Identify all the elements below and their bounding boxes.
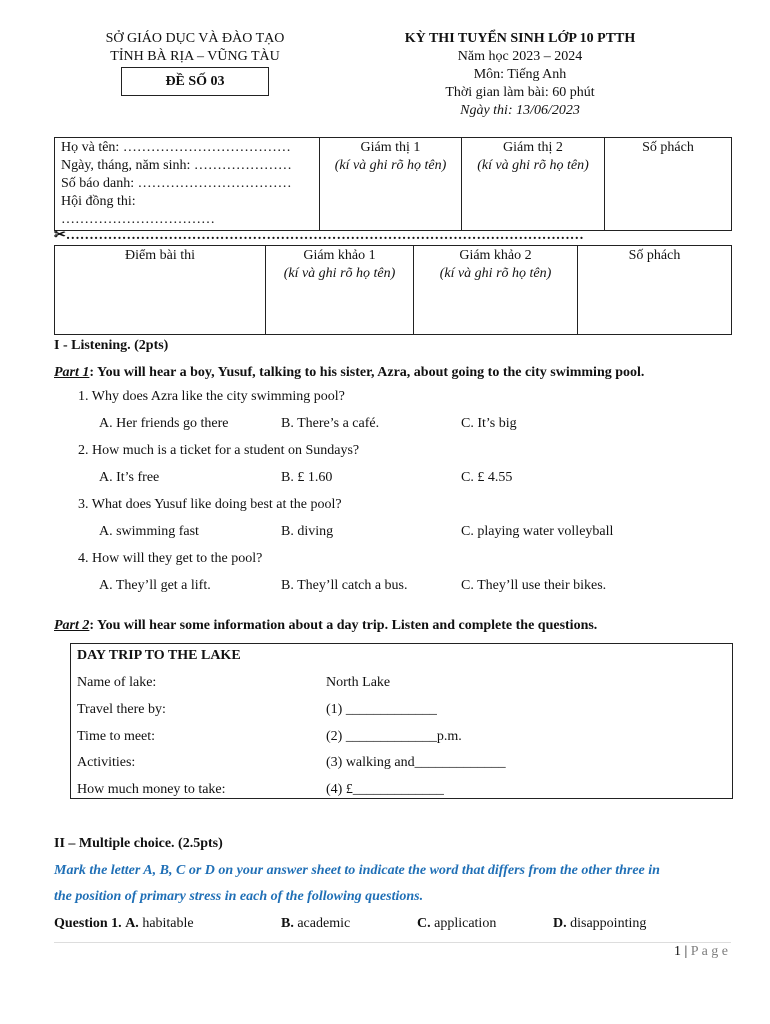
exam-header bbox=[360, 30, 680, 120]
registration-number-field: Số báo danh: …………………………… bbox=[61, 176, 292, 191]
page-word: P a g e bbox=[690, 944, 728, 959]
trip-row-lake-label: Name of lake: bbox=[77, 675, 157, 690]
question-4-text: 4. How will they get to the pool? bbox=[78, 551, 263, 566]
score-cell bbox=[55, 246, 266, 335]
trip-row-lake-value: North Lake bbox=[326, 675, 391, 690]
question1-stem bbox=[54, 914, 194, 934]
candidate-name-field: Họ và tên: ……………………………… bbox=[61, 140, 291, 155]
question1-option-c: application bbox=[434, 916, 497, 931]
stress-instruction-line2: the position of primary stress in each of the following questions. bbox=[54, 889, 424, 904]
q1-option-b: B. There’s a café. bbox=[281, 416, 380, 431]
q3-option-c: C. playing water volleyball bbox=[461, 524, 614, 539]
candidate-info-table bbox=[54, 137, 732, 231]
exam-title: KỲ THI TUYỂN SINH LỚP 10 PTTH bbox=[404, 31, 636, 46]
proctor2-title: Giám thị 2 bbox=[503, 140, 563, 155]
trip-row-time-label: Time to meet: bbox=[77, 729, 156, 744]
section-listening-title: I - Listening. (2pts) bbox=[54, 338, 169, 353]
secret-number-cell bbox=[605, 138, 732, 231]
q2-option-a: A. It’s free bbox=[99, 470, 160, 485]
q4-option-c: C. They’ll use their bikes. bbox=[461, 578, 607, 593]
score-secret-label: Số phách bbox=[628, 248, 681, 263]
question1-option-d: disappointing bbox=[570, 916, 647, 931]
subject: Môn: Tiếng Anh bbox=[473, 67, 567, 82]
footer-divider bbox=[54, 942, 731, 943]
school-year: Năm học 2023 – 2024 bbox=[457, 49, 583, 64]
proctor2-cell bbox=[462, 138, 605, 231]
question1-c-key: C. bbox=[417, 916, 431, 931]
section-multiple-choice-title: II – Multiple choice. (2.5pts) bbox=[54, 836, 223, 851]
province-name: TỈNH BÀ RỊA – VŨNG TÀU bbox=[110, 49, 280, 64]
trip-row-time-blank: (2) _____________p.m. bbox=[326, 729, 462, 744]
q3-option-b: B. diving bbox=[281, 524, 334, 539]
score-table bbox=[54, 245, 732, 335]
q4-option-b: B. They’ll catch a bus. bbox=[281, 578, 408, 593]
day-trip-box bbox=[70, 643, 733, 799]
question-1-text: 1. Why does Azra like the city swimming pool? bbox=[78, 389, 345, 404]
question1-b-key: B. bbox=[281, 916, 294, 931]
q1-option-c: C. It’s big bbox=[461, 416, 517, 431]
proctor1-note: (kí và ghi rõ họ tên) bbox=[334, 158, 447, 173]
part2-instruction bbox=[54, 616, 744, 636]
examiner2-cell bbox=[414, 246, 578, 335]
candidate-info-cell bbox=[55, 138, 320, 231]
birth-date-field: Ngày, tháng, năm sinh: ………………… bbox=[61, 158, 292, 173]
exam-code-box bbox=[121, 67, 269, 96]
part1-text: : You will hear a boy, Yusuf, talking to his sister, Azra, about going to the city swimming pool. bbox=[89, 365, 645, 380]
page-footer bbox=[674, 942, 728, 962]
trip-row-money-label: How much money to take: bbox=[77, 782, 226, 797]
question1-label: Question 1. bbox=[54, 916, 122, 931]
question1-b bbox=[281, 914, 350, 934]
q2-option-b: B. £ 1.60 bbox=[281, 470, 333, 485]
day-trip-title: DAY TRIP TO THE LAKE bbox=[77, 648, 241, 663]
duration: Thời gian làm bài: 60 phút bbox=[445, 85, 595, 100]
trip-row-travel-label: Travel there by: bbox=[77, 702, 166, 717]
exam-code: ĐỀ SỐ 03 bbox=[165, 74, 225, 89]
question-3-text: 3. What does Yusuf like doing best at the pool? bbox=[78, 497, 342, 512]
page-separator: | bbox=[684, 944, 688, 959]
department-header bbox=[80, 30, 310, 66]
examiner1-cell bbox=[266, 246, 414, 335]
part2-label: Part 2 bbox=[54, 618, 90, 633]
department-name: SỞ GIÁO DỤC VÀ ĐÀO TẠO bbox=[105, 31, 285, 46]
page-number: 1 bbox=[673, 944, 681, 959]
trip-row-activities-blank: (3) walking and_____________ bbox=[326, 755, 506, 770]
trip-row-activities-label: Activities: bbox=[77, 755, 136, 770]
q2-option-c: C. £ 4.55 bbox=[461, 470, 513, 485]
proctor1-title: Giám thị 1 bbox=[360, 140, 421, 155]
examiner1-title: Giám khảo 1 bbox=[303, 248, 376, 263]
examiner1-note: (kí và ghi rõ họ tên) bbox=[283, 266, 396, 281]
proctor1-cell bbox=[320, 138, 462, 231]
part1-label: Part 1 bbox=[54, 365, 90, 380]
part1-instruction bbox=[54, 363, 744, 383]
score-label: Điểm bài thi bbox=[125, 248, 195, 263]
question1-option-b: academic bbox=[297, 916, 351, 931]
exam-council-dots: …………………………… bbox=[61, 212, 215, 227]
secret-number-label: Số phách bbox=[642, 140, 694, 155]
question-2-text: 2. How much is a ticket for a student on Sundays? bbox=[78, 443, 360, 458]
trip-row-travel-blank: (1) _____________ bbox=[326, 702, 437, 717]
examiner2-title: Giám khảo 2 bbox=[459, 248, 532, 263]
proctor2-note: (kí và ghi rõ họ tên) bbox=[477, 158, 589, 173]
question1-option-a: habitable bbox=[142, 916, 194, 931]
stress-instruction-line1: Mark the letter A, B, C or D on your answer sheet to indicate the word that differs from the other three in bbox=[54, 863, 660, 878]
exam-date: Ngày thi: 13/06/2023 bbox=[460, 103, 580, 118]
trip-row-money-blank: (4) £_____________ bbox=[326, 782, 444, 797]
exam-council-field: Hội đồng thi: bbox=[61, 194, 136, 209]
examiner2-note: (kí và ghi rõ họ tên) bbox=[439, 266, 552, 281]
score-secret-cell bbox=[578, 246, 732, 335]
q1-option-a: A. Her friends go there bbox=[99, 416, 229, 431]
question1-d-key: D. bbox=[553, 916, 567, 931]
question1-d bbox=[553, 914, 646, 934]
q4-option-a: A. They’ll get a lift. bbox=[99, 578, 211, 593]
question1-c bbox=[417, 914, 496, 934]
q3-option-a: A. swimming fast bbox=[99, 524, 199, 539]
part2-text: : You will hear some information about a day trip. Listen and complete the questions. bbox=[89, 618, 598, 633]
question1-a-key: A. bbox=[125, 916, 139, 931]
cut-line: ✂………………………………………………………………………………………………… bbox=[54, 228, 584, 243]
